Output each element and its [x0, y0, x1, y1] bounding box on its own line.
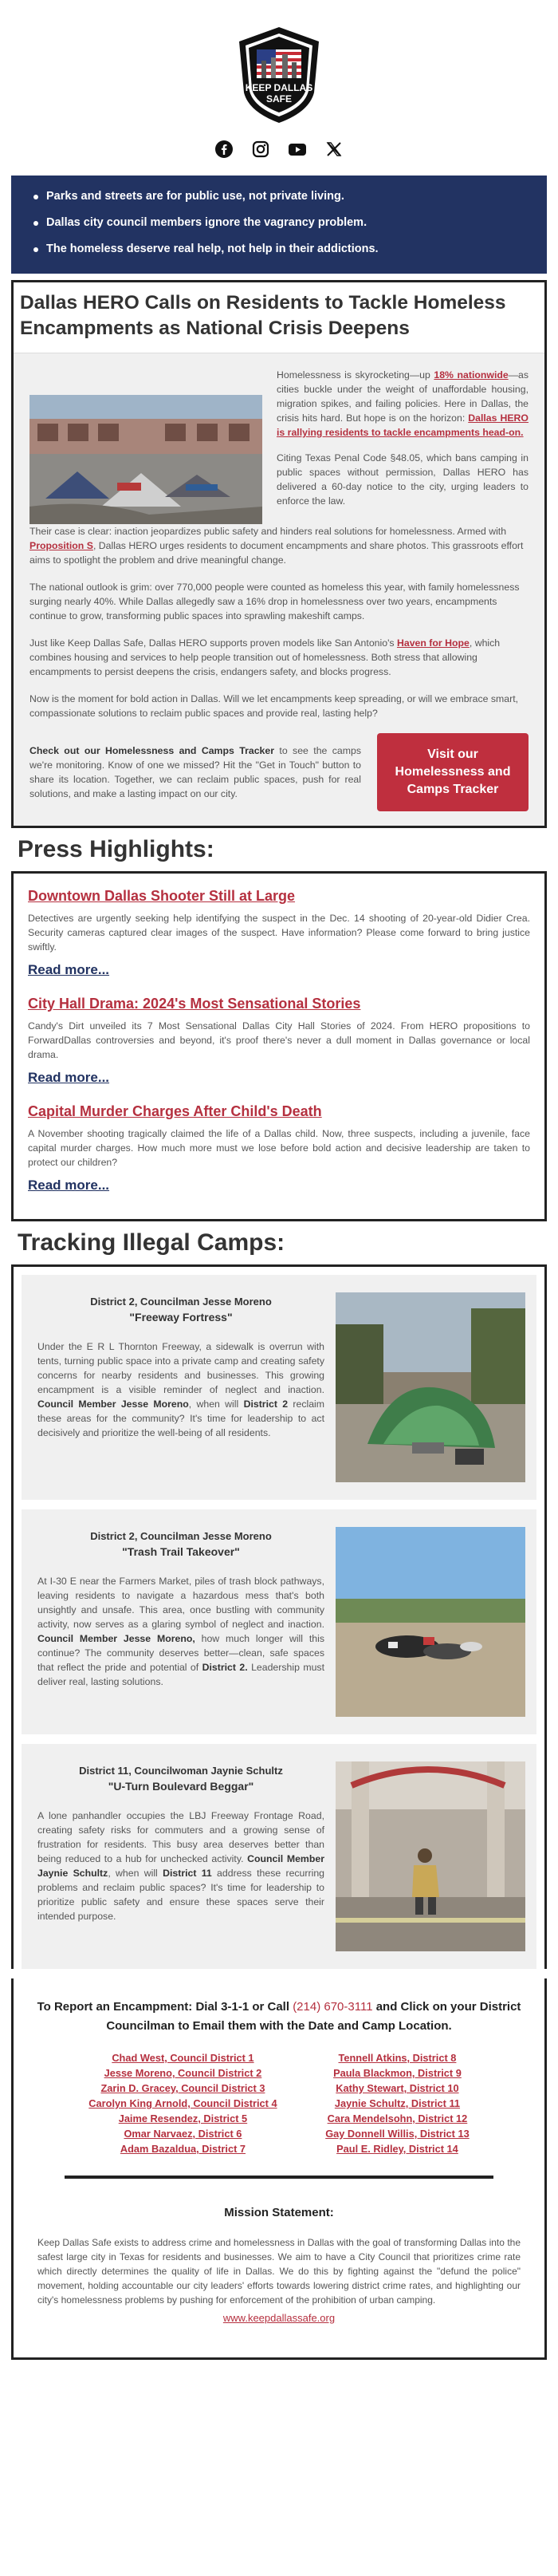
camp-card: [22, 1744, 536, 1969]
camp-district: District 2, Councilman Jesse Moreno: [90, 1296, 272, 1308]
text-segment: , when will: [188, 1398, 244, 1410]
district-name: District 11: [163, 1868, 212, 1879]
council-member-name: Council Member Jesse Moreno,: [37, 1633, 195, 1644]
read-more-link[interactable]: Read more...: [28, 1178, 110, 1193]
banner-item: The homeless deserve real help, not help in their addictions.: [46, 236, 523, 262]
slogan-banner: [11, 176, 547, 274]
encampment-photo: [29, 395, 262, 524]
article-section: [11, 282, 547, 826]
stat-link[interactable]: 18% nationwide: [434, 369, 509, 381]
footer-rule: [11, 2357, 547, 2397]
website-link[interactable]: www.keepdallassafe.org: [222, 2312, 336, 2324]
council-member-link[interactable]: Carolyn King Arnold, Council District 4: [88, 2097, 277, 2109]
district-name: District 2: [243, 1398, 289, 1410]
press-heading: Press Highlights:: [11, 826, 547, 874]
council-member-name: Council Member Jaynie Schultz: [37, 1853, 324, 1879]
council-member-name: Council Member Jesse Moreno: [37, 1398, 189, 1410]
read-more-link[interactable]: Read more...: [28, 1070, 110, 1085]
council-list-right: [325, 2050, 470, 2156]
keep-dallas-safe-logo[interactable]: [234, 26, 324, 124]
article-title: Dallas HERO Calls on Residents to Tackle Homeless Encampments as National Crisis Deepens: [20, 292, 506, 339]
council-member-link[interactable]: Tennell Atkins, District 8: [338, 2052, 457, 2064]
press-item: [28, 1103, 530, 1193]
text-segment: , Dallas HERO urges residents to document encampments and share photos. This grassroots effort aims to spotlight the problem and drive meaningful change.: [29, 540, 524, 566]
dallas-hero-link[interactable]: Dallas HERO is rallying residents to tackle encampments head-on.: [277, 412, 529, 438]
panhandler-photo: [336, 1761, 525, 1951]
text-segment: , when will: [108, 1868, 163, 1879]
text-segment: to see the camps we're monitoring. Know of one we missed? Hit the "Get in Touch" button to share its location. Together, we can reclaim public spaces, push for real solutions, and make a lasting impact on our city.: [29, 745, 361, 799]
camp-district: District 2, Councilman Jesse Moreno: [90, 1530, 272, 1542]
phone-link[interactable]: (214) 670-3111: [293, 2000, 373, 2014]
press-section: [11, 874, 547, 1219]
article-paragraph: [29, 524, 529, 567]
text-segment: —as cities buckle under the weight of unaffordable housing, migration spikes, and failing policies. Here in Dallas, the crisis hits hard. But hope is on the horizon:: [277, 369, 529, 424]
press-title-link[interactable]: Downtown Dallas Shooter Still at Large: [28, 888, 296, 904]
intro-paragraph-1: [277, 368, 529, 440]
camp-card: [22, 1509, 536, 1734]
article-body: [14, 353, 544, 826]
intro-paragraph-2: Citing Texas Penal Code §48.05, which bans camping in public spaces without permission, Dallas HERO has delivered a 60-day notice to the city, urging leaders to enforce the law.: [277, 452, 529, 507]
haven-for-hope-link[interactable]: Haven for Hope: [396, 637, 470, 649]
visit-tracker-button[interactable]: Visit our Homelessness and Camps Tracker: [377, 733, 529, 811]
logo-text-line1: KEEP DALLAS: [245, 82, 313, 93]
instagram-icon[interactable]: [252, 140, 269, 158]
tracking-heading: Tracking Illegal Camps:: [11, 1219, 547, 1267]
article-paragraph: The national outlook is grim: over 770,000 people were counted as homeless this year, with family homelessness surging nearly 40%. While Dallas allegedly saw a 16% drop in homelessness over two years, encampments continue to grow, transforming public spaces into sprawling makeshift camps.: [29, 582, 520, 621]
text-segment: At I-30 E near the Farmers Market, piles of trash block pathways, leaving residents to navigate a hazardous mess that's both unsightly and unsafe. This area, once bustling with community activity, now serves as a glaring symbol of neglect and inaction.: [37, 1576, 324, 1630]
logo-text-line2: SAFE: [265, 93, 293, 105]
article-paragraph: Now is the moment for bold action in Dallas. Will we let encampments keep spreading, or will we embrace smart, compassionate solutions to reclaim public spaces and provide real, lasting help?: [29, 693, 519, 719]
press-item: [28, 888, 530, 978]
council-member-link[interactable]: Jesse Moreno, Council District 2: [104, 2067, 262, 2079]
mission-section: [11, 2187, 547, 2357]
facebook-icon[interactable]: [215, 140, 233, 158]
text-segment: Their case is clear: inaction jeopardizes public safety and hinders real solutions for homelessness. Armed with: [29, 526, 507, 537]
report-section: [11, 1978, 547, 2187]
text-segment: reclaim these areas for the community? It's time for leadership to act decisively and prioritize the well-being of all residents.: [37, 1398, 325, 1438]
text-segment: Under the E R L Thornton Freeway, a sidewalk is overrun with tents, turning public space into a private camp and creating safety concerns for nearby residents and businesses. This growing encampment is a visible reminder of neglect and inaction.: [37, 1341, 324, 1395]
camp-title: "Freeway Fortress": [129, 1311, 233, 1324]
text-segment: , which combines housing and services to help people transition out of homelessness. Both stress that allowing encampments to persist deepens the crisis, endangers safety, and blocks progress.: [29, 637, 501, 677]
council-member-link[interactable]: Kathy Stewart, District 10: [336, 2082, 459, 2094]
proposition-s-link[interactable]: Proposition S: [29, 540, 93, 551]
camp-district: District 11, Councilwoman Jaynie Schultz: [79, 1765, 283, 1777]
cta-text: [29, 744, 361, 801]
press-item: [28, 996, 530, 1086]
council-member-link[interactable]: Cara Mendelsohn, District 12: [327, 2112, 468, 2124]
trash-photo: [336, 1527, 525, 1717]
mission-heading: Mission Statement:: [224, 2206, 334, 2219]
cta-text-bold: Check out our Homelessness and Camps Tracker: [29, 745, 274, 756]
mission-text: Keep Dallas Safe exists to address crime and homelessness in Dallas with the goal of transforming Dallas into the safest large city in Texas for residents and businesses. We aim to have a City Council that prioritizes crime rate which directly determines the quality of life in Dallas. We do this by fighting against the "defund the police" movement, holding accountable our city leaders' efforts towards lowering district crime rates, and highlighting our city's homelessness problems by pushing for enforcement of the prohibition of urban camping.: [37, 2237, 521, 2306]
read-more-link[interactable]: Read more...: [28, 962, 110, 977]
council-contacts: [33, 2050, 525, 2156]
text-segment: address these recurring problems and reclaim public spaces? It's time for leadership to prioritize public safety and ensure these spaces serve their intended purpose.: [37, 1868, 324, 1922]
press-summary: Detectives are urgently seeking help identifying the suspect in the Dec. 14 shooting of 20-year-old Didier Crea. Security cameras captured clear images of the suspect. Have information? Please come forward to bring justice swiftly.: [28, 913, 530, 953]
camp-card: [22, 1275, 536, 1500]
youtube-icon[interactable]: [289, 140, 306, 158]
council-member-link[interactable]: Jaime Resendez, District 5: [118, 2112, 248, 2124]
council-list-left: [88, 2050, 277, 2156]
council-member-link[interactable]: Omar Narvaez, District 6: [124, 2128, 242, 2140]
council-member-link[interactable]: Zarin D. Gracey, Council District 3: [100, 2082, 265, 2094]
banner-item: Parks and streets are for public use, not private living.: [46, 183, 523, 210]
text-segment: and Click on your District Councilman to Email them with the Date and Camp Location.: [106, 2000, 521, 2033]
social-links: [0, 140, 558, 158]
divider: [65, 2176, 493, 2179]
press-summary: Candy's Dirt unveiled its 7 Most Sensational Dallas City Hall Stories of 2024. From HERO propositions to ForwardDallas controversies and beyond, it's proof there's never a dull moment in Dallas governance or local drama.: [28, 1020, 530, 1060]
camp-description: [37, 1339, 324, 1440]
press-title-link[interactable]: City Hall Drama: 2024's Most Sensational Stories: [28, 996, 361, 1012]
article-paragraph: [29, 636, 529, 679]
report-instructions: [33, 1998, 525, 2036]
district-name: District 2.: [202, 1662, 248, 1673]
camp-title: "Trash Trail Takeover": [122, 1545, 240, 1558]
text-segment: Homelessness is skyrocketing—up: [277, 369, 434, 381]
council-member-link[interactable]: Jaynie Schultz, District 11: [334, 2097, 461, 2109]
council-member-link[interactable]: Paul E. Ridley, District 14: [336, 2143, 458, 2155]
camp-description: [37, 1809, 324, 1923]
camp-description: [37, 1574, 324, 1689]
camps-section: [11, 1267, 547, 1969]
tent-photo: [336, 1292, 525, 1482]
council-member-link[interactable]: Paula Blackmon, District 9: [333, 2067, 462, 2079]
x-icon[interactable]: [325, 140, 343, 158]
council-member-link[interactable]: Adam Bazaldua, District 7: [120, 2143, 246, 2155]
tracker-cta: [29, 733, 529, 811]
council-member-link[interactable]: Chad West, Council District 1: [112, 2052, 254, 2064]
text-segment: Leadership must deliver real, lasting solutions.: [37, 1662, 324, 1687]
text-segment: To Report an Encampment: Dial 3-1-1 or Call: [37, 2000, 293, 2014]
council-member-link[interactable]: Gay Donnell Willis, District 13: [325, 2128, 470, 2140]
text-segment: how much longer will this continue? The community deserves better—clean, safe spaces that reflect the pride and potential of: [37, 1633, 324, 1673]
press-title-link[interactable]: Capital Murder Charges After Child's Death: [28, 1103, 322, 1119]
header: [0, 0, 558, 169]
camp-title: "U-Turn Boulevard Beggar": [108, 1780, 254, 1793]
press-summary: A November shooting tragically claimed the life of a Dallas child. Now, three suspects, including a juvenile, face capital murder charges. How much more must we lose before bold action and decisive leadership are taken to protect our children?: [28, 1128, 530, 1168]
banner-item: Dallas city council members ignore the vagrancy problem.: [46, 210, 523, 236]
text-segment: A lone panhandler occupies the LBJ Freeway Frontage Road, creating safety risks for commuters and a growing sense of frustration for residents. This busy area deserves better than being reduced to a hub for unchecked activity.: [37, 1810, 324, 1864]
text-segment: Just like Keep Dallas Safe, Dallas HERO supports proven models like San Antonio's: [29, 637, 397, 649]
